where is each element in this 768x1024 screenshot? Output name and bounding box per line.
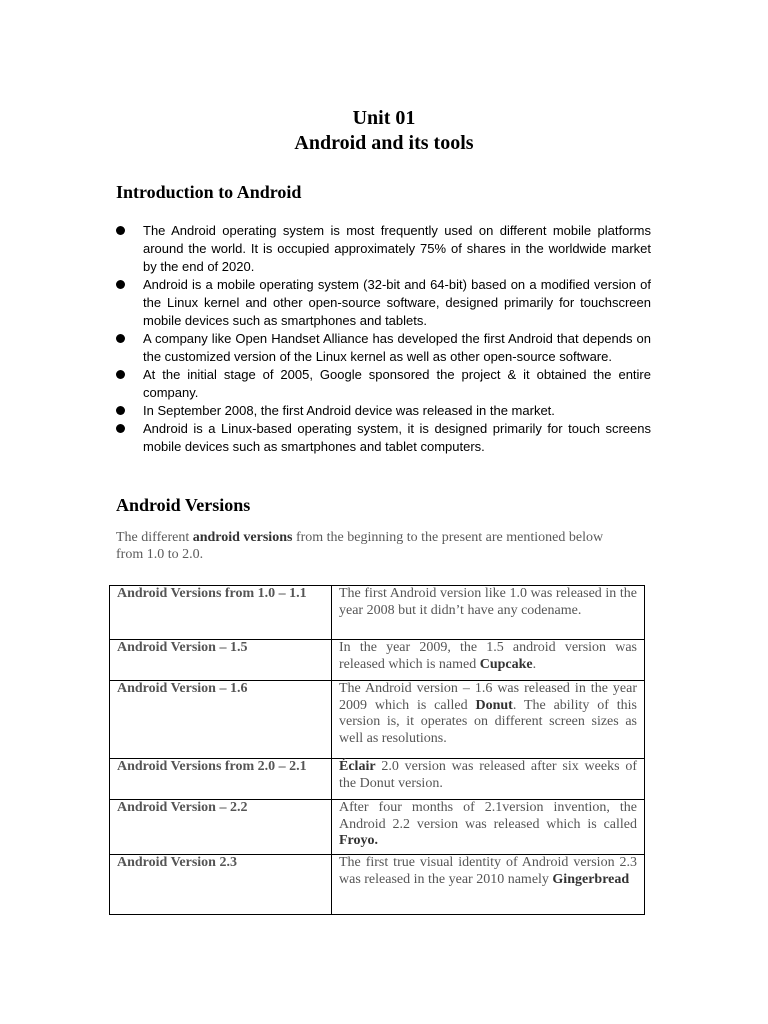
bullet-icon — [116, 226, 125, 235]
desc-text: In the year 2009, the 1.5 android version was released which is named — [339, 640, 637, 672]
intro-bullet-list — [116, 222, 651, 456]
page-title: Android and its tools — [294, 132, 474, 154]
bullet-text: The Android operating system is most frequently used on different mobile platforms around the world. It is occupied approximately 75% of shares in the worldwide market by the end of 2020. — [143, 223, 651, 274]
version-label-cell: Android Version – 1.6 — [110, 681, 332, 759]
list-item — [116, 276, 651, 330]
para-text-before: The different — [116, 530, 193, 545]
version-name: Cupcake — [479, 656, 533, 672]
list-item — [116, 366, 651, 402]
bullet-text: A company like Open Handset Alliance has developed the first Android that depends on the customized version of the Linux kernel as well as other open-source software. — [143, 331, 651, 364]
para-text-after: from the beginning to the present are mentioned below from 1.0 to 2.0. — [116, 530, 604, 562]
version-name: Froyo. — [339, 833, 379, 849]
bullet-icon — [116, 334, 125, 343]
list-item — [116, 222, 651, 276]
table-row — [110, 681, 645, 759]
version-name: Gingerbread — [552, 871, 630, 887]
version-description-cell — [332, 855, 645, 915]
bullet-text: In September 2008, the first Android device was released in the market. — [143, 403, 555, 418]
desc-text: The first Android version like 1.0 was released in the year 2008 but it didn’t have any codename. — [339, 586, 637, 618]
desc-text: The first true visual identity of Android version 2.3 was released in the year 2010 namely — [339, 855, 637, 887]
bullet-icon — [116, 424, 125, 433]
list-item — [116, 330, 651, 366]
version-description-cell — [332, 681, 645, 759]
desc-text: 2.0 version was released after six weeks of the Donut version. — [339, 759, 637, 791]
version-label-cell: Android Version 2.3 — [110, 855, 332, 915]
desc-text: . — [532, 656, 537, 672]
bullet-text: Android is a Linux-based operating system, it is designed primarily for touch screens mobile devices such as smartphones and tablet computers. — [143, 421, 651, 454]
versions-intro-paragraph — [116, 530, 616, 563]
versions-table — [109, 585, 645, 915]
bullet-text: At the initial stage of 2005, Google sponsored the project & it obtained the entire company. — [143, 367, 651, 400]
unit-title: Unit 01 — [352, 107, 416, 129]
table-row — [110, 640, 645, 681]
para-bold-text: android versions — [192, 530, 293, 545]
table-row — [110, 586, 645, 640]
desc-text: After four months of 2.1version invention, the Android 2.2 version was released which is called — [339, 800, 637, 832]
version-label-cell: Android Version – 1.5 — [110, 640, 332, 681]
version-name: Donut — [475, 697, 513, 713]
bullet-icon — [116, 406, 125, 415]
table-row — [110, 855, 645, 915]
desc-text: The Android version – 1.6 was released in the year 2009 which is called — [339, 681, 637, 713]
list-item — [116, 402, 651, 420]
bullet-icon — [116, 370, 125, 379]
versions-heading: Android Versions — [116, 495, 251, 515]
version-description-cell — [332, 640, 645, 681]
list-item — [116, 420, 651, 456]
table-row — [110, 759, 645, 800]
desc-text: . The ability of this version is, it operates on different screen sizes as well as resolutions. — [339, 697, 637, 747]
version-label-cell: Android Versions from 2.0 – 2.1 — [110, 759, 332, 800]
bullet-icon — [116, 280, 125, 289]
version-description-cell — [332, 759, 645, 800]
version-label-cell: Android Version – 2.2 — [110, 800, 332, 855]
version-label-cell: Android Versions from 1.0 – 1.1 — [110, 586, 332, 640]
intro-heading: Introduction to Android — [116, 182, 302, 202]
bullet-text: Android is a mobile operating system (32-bit and 64-bit) based on a modified version of the Linux kernel and other open-source software, designed primarily for touchscreen mobile devices such as smartphones and tablets. — [143, 277, 651, 328]
version-description-cell — [332, 800, 645, 855]
table-row — [110, 800, 645, 855]
version-description-cell — [332, 586, 645, 640]
version-name: Éclair — [339, 759, 376, 774]
